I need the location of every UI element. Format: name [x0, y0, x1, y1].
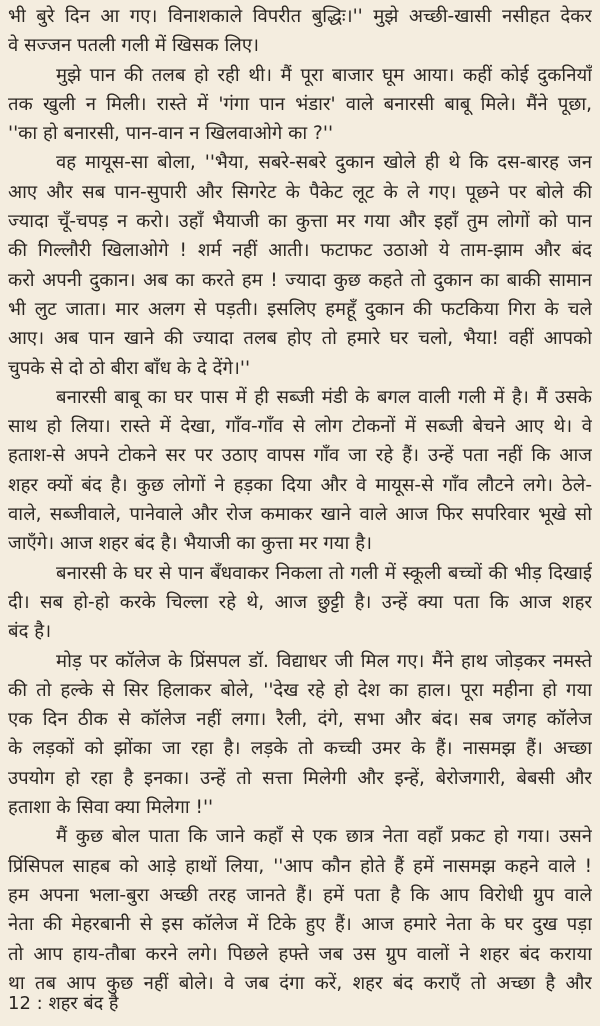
text-line: के लड़कों को झोंका जा रहा है। लड़के तो कच्ची उमर के हैं। नासमझ हैं। अच्छा — [8, 738, 592, 760]
paragraph — [8, 2, 592, 61]
text-line: तो आप हाय-तौबा करने लगे। पिछले हफ्ते जब उस ग्रुप वालों ने शहर बंद कराया — [8, 943, 592, 965]
chapter-title: शहर बंद है — [48, 993, 119, 1014]
text-line: की गिल्लौरी खिलाओगे ! शर्म नहीं आती। फटाफट उठाओ ये ताम-झाम और बंद — [8, 240, 592, 262]
text-line: ज्यादा चूँ-चपड़ न करो। उहाँ भैयाजी का कुत्ता मर गया और इहाँ तुम लोगों को पान — [8, 211, 592, 233]
text-line: मोड़ पर कॉलेज के प्रिंसपल डॉ. विद्याधर जी मिल गए। मैंने हाथ जोड़कर नमस्ते — [56, 650, 592, 672]
text-line: नेता की मेहरबानी से इस कॉलेज में टिके हुए हैं। आज हमारे नेता के घर दुख पड़ा — [8, 914, 592, 936]
text-line: आए। अब पान खाने की ज्यादा तलब होए तो हमारे घर चलो, भैया! वहीं आपको — [8, 328, 592, 350]
body-text — [8, 2, 592, 998]
text-line: भी लुट जाता। मार अलग से पड़ती। इसलिए हमहूँ दुकान की फटकिया गिरा के चले — [8, 298, 592, 320]
text-line: वे सज्जन पतली गली में खिसक लिए। — [8, 35, 260, 57]
text-line: था तब आप कुछ नहीं बोले। वे जब दंगा करें, शहर बंद कराएँ तो अच्छा है और — [8, 972, 592, 994]
text-line: बनारसी के घर से पान बँधवाकर निकला तो गली में स्कूली बच्चों की भीड़ दिखाई — [56, 562, 592, 584]
text-line: मैं कुछ बोल पाता कि जाने कहाँ से एक छात्र नेता वहाँ प्रकट हो गया। उसने — [56, 826, 592, 848]
text-line: प्रिंसिपल साहब को आड़े हाथों लिया, ''आप कौन होते हैं हमें नासमझ कहने वाले ! — [8, 855, 592, 877]
paragraph — [8, 383, 592, 559]
paragraph — [8, 647, 592, 823]
text-line: भी बुरे दिन आ गए। विनाशकाले विपरीत बुद्धिः।'' मुझे अच्छी-खासी नसीहत देकर — [8, 6, 592, 27]
text-line: वह मायूस-सा बोला, ''भैया, सबरे-सबरे दुकान खोले ही थे कि दस-बारह जन — [56, 152, 592, 174]
paragraph — [8, 148, 592, 382]
text-line: हम अपना भला-बुरा अच्छी तरह जानते हैं। हमें पता है कि आप विरोधी ग्रुप वाले — [8, 884, 592, 906]
text-line: बनारसी बाबू का घर पास में ही सब्जी मंडी के बगल वाली गली में है। मैं उसके — [56, 386, 592, 408]
text-line: तक खुली न मिली। रास्ते में 'गंगा पान भंडार' वाले बनारसी बाबू मिले। मैंने पूछा, — [8, 93, 592, 115]
text-line: की तो हल्के से सिर हिलाकर बोले, ''देख रहे हो देश का हाल। पूरा महीना हो गया — [8, 679, 592, 701]
text-line: चुपके से दो ठो बीरा बाँध के दे देंगे।'' — [8, 357, 251, 379]
text-line: दी। सब हो-हो करके चिल्ला रहे थे, आज छुट्टी है। उन्हें क्या पता कि आज शहर — [8, 591, 592, 613]
footer-separator: : — [36, 993, 43, 1014]
text-line: साथ हो लिया। रास्ते में देखा, गाँव-गाँव से लोग टोकनों में सब्जी बेचने आए थे। वे — [8, 416, 592, 438]
text-line: मुझे पान की तलब हो रही थी। मैं पूरा बाजार घूम आया। कहीं कोई दुकनियाँ — [56, 64, 592, 86]
paragraph — [8, 822, 592, 998]
text-line: जाएँगे। आज शहर बंद है। भैयाजी का कुत्ता मर गया है। — [8, 533, 373, 555]
text-line: उपयोग हो रहा है इनका। उन्हें तो सत्ता मिलेगी और इन्हें, बेरोजगारी, बेबसी और — [8, 767, 592, 789]
text-line: बंद है। — [8, 621, 52, 643]
text-line: शहर क्यों बंद है। कुछ लोगों ने हड़का दिया और वे मायूस-से गाँव लौटने लगे। ठेले- — [8, 474, 592, 496]
page-number: 12 — [8, 993, 31, 1014]
text-line: करो अपनी दुकान। अब का करते हम ! ज्यादा कुछ कहते तो दुकान का बाकी सामान — [8, 269, 592, 291]
paragraph — [8, 61, 592, 149]
text-line: ''का हो बनारसी, पान-वान न खिलवाओगे का ?'' — [8, 123, 334, 145]
paragraph — [8, 559, 592, 647]
text-line: एक दिन ठीक से कॉलेज नहीं लगा। रैली, दंगे, सभा और बंद। सब जगह कॉलेज — [8, 709, 592, 731]
text-line: वाले, सब्जीवाले, पानेवाले और रोज कमाकर खाने वाले आज फिर सपरिवार भूखे सो — [8, 504, 592, 526]
text-line: आए और सब पान-सुपारी और सिगरेट के पैकेट लूट के ले गए। पूछने पर बोले की — [8, 181, 592, 203]
page-footer — [8, 992, 118, 1016]
text-line: हताशा के सिवा क्या मिलेगा !'' — [8, 797, 214, 819]
text-line: हताश-से अपने टोकने सर पर उठाए वापस गाँव जा रहे हैं। उन्हें पता नहीं कि आज — [8, 445, 592, 467]
